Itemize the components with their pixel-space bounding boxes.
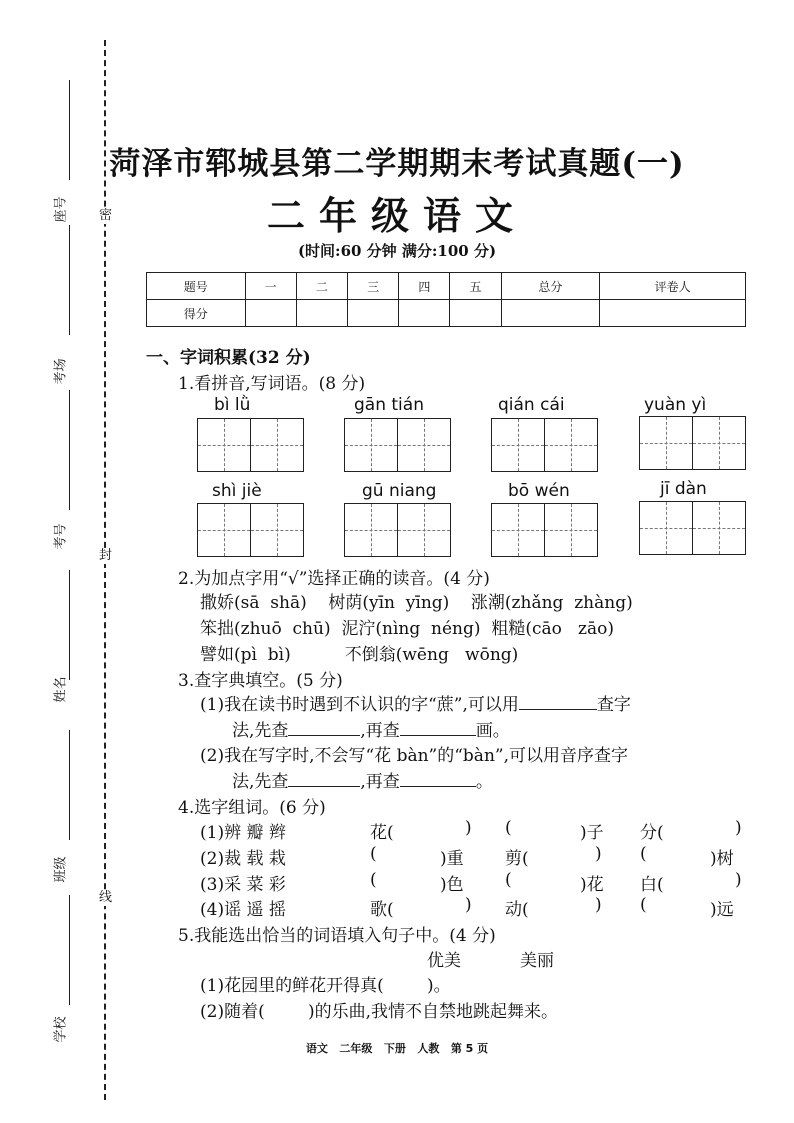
q2-line-3: 譬如(pì bì) 不倒翁(wēng wōng)	[200, 645, 519, 665]
score-cell[interactable]	[450, 300, 501, 327]
q3-text: 查字	[596, 695, 631, 715]
room-label: 考场	[53, 358, 69, 385]
q5-option-1: 优美	[427, 951, 461, 971]
score-cell[interactable]	[600, 300, 746, 327]
table-cell: 题号	[147, 273, 246, 300]
writing-grid[interactable]	[491, 418, 598, 472]
q3-text: 法,先查	[232, 772, 289, 792]
score-cell[interactable]	[347, 300, 398, 327]
q3-label: 3.查字典填空。(5 分)	[178, 671, 343, 691]
writing-grid[interactable]	[639, 501, 746, 555]
score-cell[interactable]	[399, 300, 450, 327]
writing-grid[interactable]	[344, 418, 451, 472]
table-cell: 评卷人	[600, 273, 746, 300]
q4-cell: 白(	[640, 875, 664, 895]
q3-text: ,再查	[360, 721, 400, 741]
score-table-score-row	[147, 300, 746, 327]
q4-cell: )	[735, 870, 742, 890]
answer-blank[interactable]	[288, 721, 360, 736]
q4-cell: )树	[710, 849, 734, 869]
writing-grid[interactable]	[491, 503, 598, 557]
q3-line-3: (2)我在写字时,不会写“花 bàn”的“bàn”,可以用音序查字	[200, 746, 628, 766]
q4-cell: )	[595, 895, 602, 915]
exam-title: 菏泽市郓城县第二学期期末考试真题(一)	[109, 146, 685, 182]
pinyin-7: bō wén	[508, 481, 570, 501]
q4-chars: (1)辨 瓣 辫	[200, 823, 286, 843]
table-cell: 三	[347, 273, 398, 300]
q4-cell: )	[735, 818, 742, 838]
exam-time: (时间:60 分钟 满分:100 分)	[297, 242, 497, 260]
q4-cell: )花	[580, 875, 604, 895]
table-cell: 二	[296, 273, 347, 300]
answer-blank[interactable]	[400, 772, 476, 787]
q3-line-1	[200, 690, 631, 715]
q3-text: 。	[475, 772, 493, 792]
school-line	[69, 895, 70, 1005]
q4-cell: (	[370, 870, 377, 890]
answer-blank[interactable]	[400, 721, 476, 736]
section-1-heading: 一、字词积累(32 分)	[146, 348, 311, 368]
name-label: 姓名	[53, 676, 69, 703]
q4-cell: 剪(	[505, 849, 529, 869]
seat-label: 座号	[53, 196, 69, 223]
seal-xian: 线	[99, 890, 113, 905]
seal-feng: 封	[99, 548, 113, 563]
class-label: 班级	[53, 856, 69, 883]
pinyin-8: jī dàn	[660, 479, 707, 499]
q4-cell: 分(	[640, 823, 664, 843]
q5-sentence-2: (2)随着( )的乐曲,我情不自禁地跳起舞来。	[200, 1002, 558, 1022]
q2-line-1: 撒娇(sā shā) 树荫(yīn yīng) 涨潮(zhǎng zhàng)	[200, 593, 633, 613]
table-cell: 四	[399, 273, 450, 300]
writing-grid[interactable]	[197, 418, 304, 472]
score-cell[interactable]	[501, 300, 600, 327]
pinyin-2: gān tián	[354, 395, 424, 415]
q4-chars: (4)谣 遥 摇	[200, 900, 286, 920]
q5-sentence-1: (1)花园里的鲜花开得真( )。	[200, 976, 451, 996]
seal-mi: 密	[99, 208, 113, 223]
q4-cell: (	[505, 818, 512, 838]
score-table-header-row	[147, 273, 746, 300]
answer-blank[interactable]	[288, 772, 360, 787]
writing-grid[interactable]	[197, 503, 304, 557]
q3-line-2	[232, 716, 510, 741]
examno-line	[69, 390, 70, 510]
score-cell[interactable]	[245, 300, 296, 327]
pinyin-1: bì lǜ	[214, 395, 251, 415]
q4-cell: )色	[440, 875, 464, 895]
table-cell: 总分	[501, 273, 600, 300]
q3-text: (1)我在读书时遇到不认识的字“蔗”,可以用	[200, 695, 519, 715]
q4-cell: 花(	[370, 823, 394, 843]
q3-text: 法,先查	[232, 721, 289, 741]
q4-cell: (	[640, 895, 647, 915]
pinyin-3: qián cái	[498, 395, 565, 415]
q4-cell: )	[465, 818, 472, 838]
q4-cell: )远	[710, 900, 734, 920]
q3-text: ,再查	[360, 772, 400, 792]
answer-blank[interactable]	[519, 695, 597, 710]
q4-cell: (	[505, 870, 512, 890]
table-cell: 得分	[147, 300, 246, 327]
table-cell: 一	[245, 273, 296, 300]
school-label: 学校	[53, 1016, 69, 1043]
writing-grid[interactable]	[344, 503, 451, 557]
class-line	[69, 730, 70, 840]
q4-cell: )重	[440, 849, 464, 869]
q4-cell: 动(	[505, 900, 529, 920]
q3-text: 画。	[475, 721, 510, 741]
examno-label: 考号	[53, 523, 69, 550]
pinyin-6: gū niang	[362, 481, 437, 501]
name-line	[69, 570, 70, 680]
q4-label: 4.选字组词。(6 分)	[178, 798, 326, 818]
subject-title: 二年级语文	[266, 193, 527, 238]
q4-cell: (	[640, 844, 647, 864]
q5-label: 5.我能选出恰当的词语填入句子中。(4 分)	[178, 926, 496, 946]
q4-cell: 歌(	[370, 900, 394, 920]
q5-option-2: 美丽	[520, 951, 554, 971]
score-table	[146, 272, 746, 327]
page-footer: 语文 二年级 下册 人教 第 5 页	[305, 1042, 489, 1055]
score-cell[interactable]	[296, 300, 347, 327]
table-cell: 五	[450, 273, 501, 300]
q1-label: 1.看拼音,写词语。(8 分)	[178, 374, 366, 394]
q4-chars: (3)采 菜 彩	[200, 875, 286, 895]
q4-cell: )子	[580, 823, 604, 843]
q2-label: 2.为加点字用“√”选择正确的读音。(4 分)	[178, 569, 490, 589]
q2-line-2: 笨拙(zhuō chū) 泥泞(nìng néng) 粗糙(cāo zāo)	[200, 619, 615, 639]
q4-cell: (	[370, 844, 377, 864]
pinyin-4: yuàn yì	[644, 395, 707, 415]
writing-grid[interactable]	[639, 416, 746, 470]
q4-chars: (2)裁 载 栽	[200, 849, 286, 869]
q4-cell: )	[465, 895, 472, 915]
q4-cell: )	[595, 844, 602, 864]
q3-line-4	[232, 767, 493, 792]
pinyin-5: shì jiè	[212, 481, 262, 501]
